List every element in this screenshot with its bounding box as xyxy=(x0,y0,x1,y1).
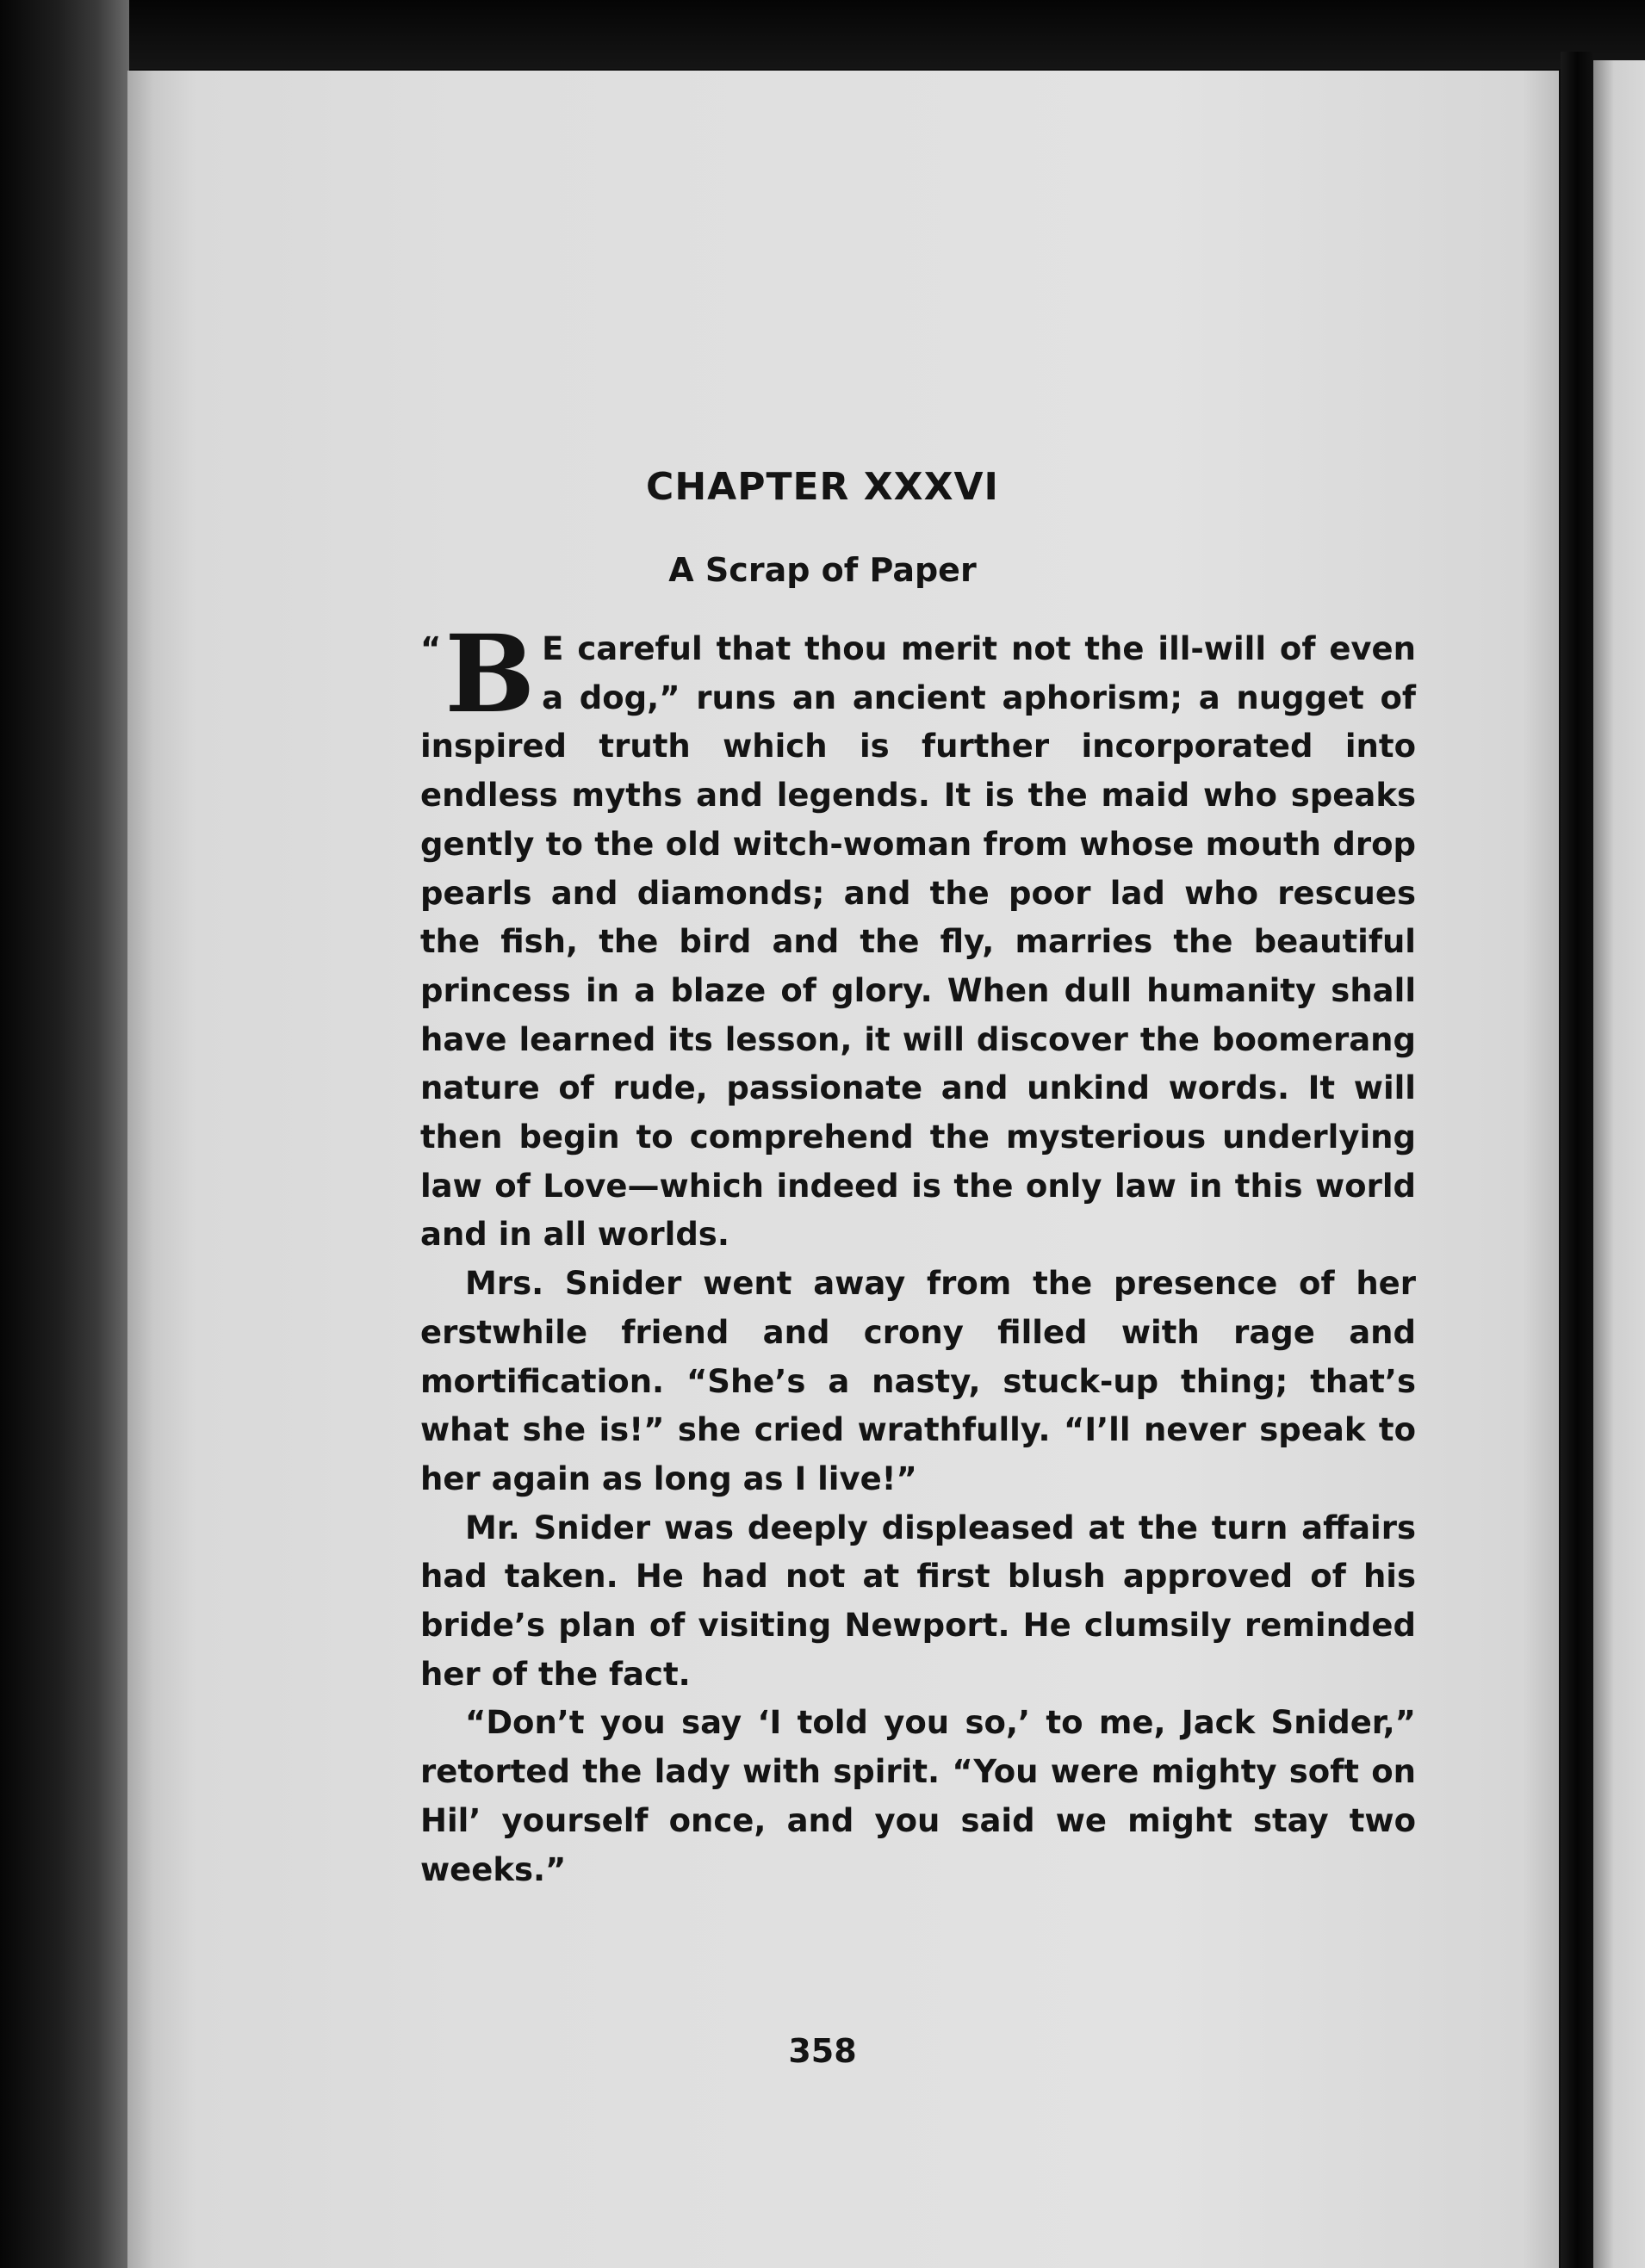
paragraph-4: “Don’t you say ‘I told you so,’ to me, Jack Snider,” retorted the lady with spirit. “You were mighty soft on Hil’ yourself once, and you said we might stay two weeks.” xyxy=(420,1704,1416,1888)
drop-cap-letter: B xyxy=(444,612,536,737)
facing-page-edge xyxy=(1593,60,1645,2268)
scan-top-shadow xyxy=(0,0,1645,69)
chapter-subtitle: A Scrap of Paper xyxy=(668,551,977,589)
book-binding-shadow xyxy=(0,0,129,2268)
page-number: 358 xyxy=(788,2032,857,2070)
chapter-heading: CHAPTER XXXVI xyxy=(646,465,999,509)
opening-quote-mark: “ xyxy=(420,630,442,667)
paragraph-2: Mrs. Snider went away from the presence of her erstwhile friend and crony filled with rage and mortification. “She’s a nasty, stuck-up thing; that’s what she is!” she cried wrathfully. “I’ll never speak to her again as long as I live!” xyxy=(420,1265,1416,1497)
paragraph-1 xyxy=(420,612,1416,1260)
page-fold-shadow xyxy=(1561,52,1593,2268)
body-text xyxy=(420,612,1416,1894)
paragraph-3: Mr. Snider was deeply displeased at the turn affairs had taken. He had not at first blush approved of his bride’s plan of visiting Newport. He clumsily reminded her of the fact. xyxy=(420,1509,1416,1693)
paragraph-1-text: E careful that thou merit not the ill-will of even a dog,” runs an ancient aphorism; a nugget of inspired truth which is further incorporated into endless myths and legends. It is the maid who speaks gently to the old witch-woman from whose mouth drop pearls and diamonds; and the poor lad who rescues the fish, the bird and the fly, marries the beautiful princess in a blaze of glory. When dull humanity shall have learned its lesson, it will discover the boomerang nature of rude, passionate and unkind words. It will then begin to comprehend the mysterious underlying law of Love—which indeed is the only law in this world and in all worlds. xyxy=(420,630,1416,1254)
